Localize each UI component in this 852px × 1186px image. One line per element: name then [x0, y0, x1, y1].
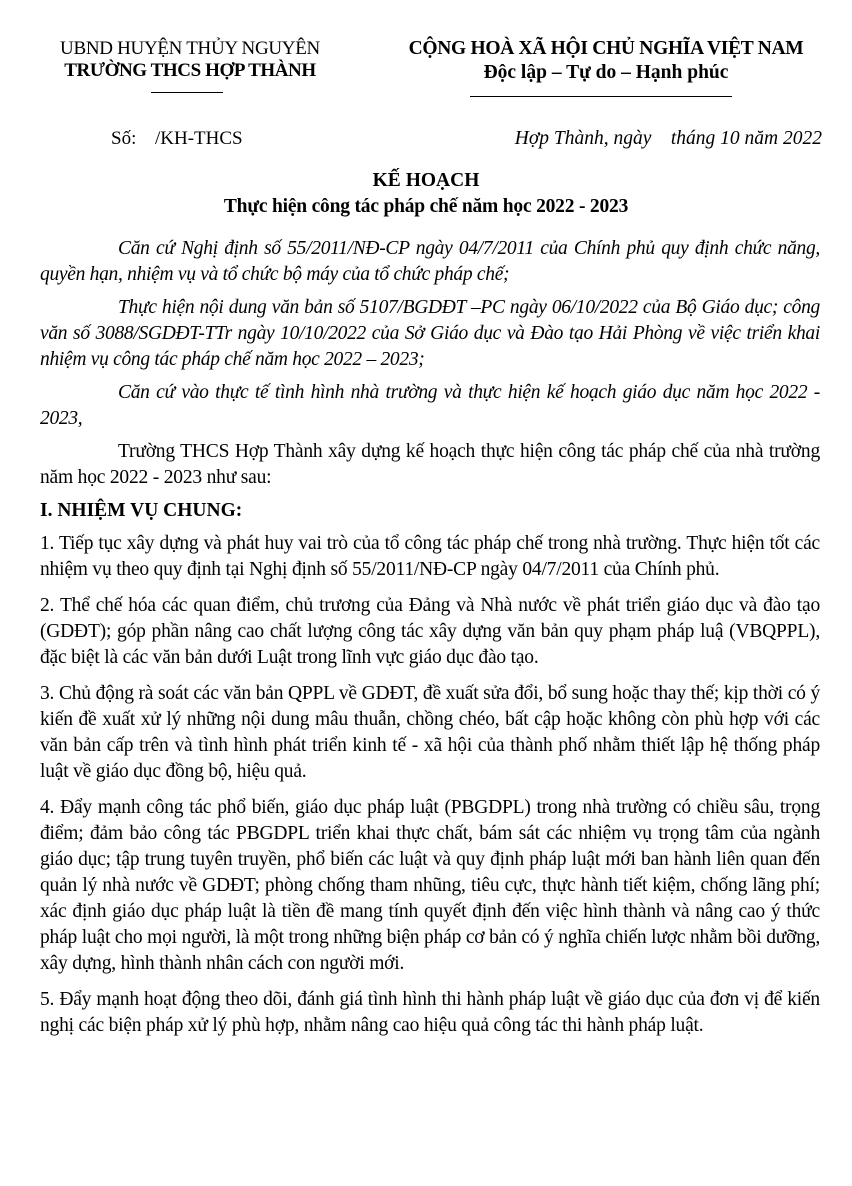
document-title: [0, 168, 852, 220]
agency-divider: [151, 92, 223, 93]
agency-name: TRƯỜNG THCS HỢP THÀNH: [64, 60, 316, 81]
task-item: 5. Đẩy mạnh hoạt động theo dõi, đánh giá tình hình thi hành pháp luật về giáo dục của đơn vị để kiến nghị các biện pháp xử lý phù hợp, nhằm nâng cao hiệu quả công tác thi hành pháp luật.: [40, 989, 820, 1036]
title-subtitle: Thực hiện công tác pháp chế năm học 2022 - 2023: [223, 196, 629, 217]
motto: Độc lập – Tự do – Hạnh phúc: [483, 62, 729, 83]
task-item: 2. Thể chế hóa các quan điểm, chủ trương của Đảng và Nhà nước về phát triển giáo dục và đào tạo (GDĐT); góp phần nâng cao chất lượng công tác xây dựng văn bản quy phạm pháp luậ (VBQPPL), đặc biệt là các văn bản dưới Luật trong lĩnh vực giáo dục đào tạo.: [40, 595, 820, 668]
intro-paragraph: Trường THCS Hợp Thành xây dựng kế hoạch thực hiện công tác pháp chế của nhà trường năm học 2022 - 2023 như sau:: [40, 441, 820, 488]
issuing-agency: [40, 38, 340, 82]
section-heading: I. NHIỆM VỤ CHUNG:: [40, 500, 243, 521]
document-body: [40, 236, 820, 1049]
preamble-paragraph: Căn cứ Nghị định số 55/2011/NĐ-CP ngày 04/7/2011 của Chính phủ quy định chức năng, quyền hạn, nhiệm vụ và tổ chức bộ máy của tổ chức pháp chế;: [40, 238, 820, 285]
agency-parent: UBND HUYỆN THỦY NGUYÊN: [60, 38, 320, 59]
document-number-label: Số:: [111, 128, 137, 149]
preamble-paragraph: Thực hiện nội dung văn bản số 5107/BGDĐT –PC ngày 06/10/2022 của Bộ Giáo dục; công văn số 3088/SGDĐT-TTr ngày 10/10/2022 của Sở Giáo dục và Đào tạo Hải Phòng về việc triển khai nhiệm vụ công tác pháp chế năm học 2022 – 2023;: [40, 297, 820, 370]
place-date: Hợp Thành, ngày tháng 10 năm 2022: [514, 128, 822, 149]
document-number-suffix: /KH-THCS: [155, 128, 243, 149]
motto-divider: [470, 96, 732, 97]
country-name: CỘNG HOÀ XÃ HỘI CHỦ NGHĨA VIỆT NAM: [408, 38, 804, 59]
preamble-paragraph: Căn cứ vào thực tế tình hình nhà trường và thực hiện kế hoạch giáo dục năm học 2022 - 2023,: [40, 382, 820, 429]
task-item: 3. Chủ động rà soát các văn bản QPPL về GDĐT, đề xuất sửa đổi, bổ sung hoặc thay thế; kịp thời có ý kiến đề xuất xử lý những nội dung mâu thuẫn, chồng chéo, bất cập hoặc không còn phù hợp với các văn bản cấp trên và tình hình phát triển kinh tế - xã hội của thành phố nhằm thiết lập hệ thống pháp luật về giáo dục đồng bộ, hiệu quả.: [40, 683, 820, 782]
task-item: 4. Đẩy mạnh công tác phổ biến, giáo dục pháp luật (PBGDPL) trong nhà trường có chiều sâu, trọng điểm; đảm bảo công tác PBGDPL triển khai thực chất, bám sát các nhiệm vụ trọng tâm của ngành giáo dục; tập trung tuyên truyền, phổ biến các luật và quy định pháp luật mới ban hành liên quan đến quản lý nhà nước về GDĐT; phòng chống tham nhũng, tiêu cực, thực hành tiết kiệm, chống lãng phí; xác định giáo dục pháp luật là tiền đề mang tính quyết định đến việc hình thành và nâng cao ý thức pháp luật cho mọi người, là một trong những biện pháp cơ bản có ý nghĩa chiến lược nhằm bồi dưỡng, xây dựng, hình thành nhân cách con người mới.: [40, 797, 820, 974]
title-main: KẾ HOẠCH: [372, 170, 480, 191]
task-item: 1. Tiếp tục xây dựng và phát huy vai trò của tổ công tác pháp chế trong nhà trường. Thực hiện tốt các nhiệm vụ theo quy định tại Nghị định số 55/2011/NĐ-CP ngày 04/7/2011 của Chính phủ.: [40, 533, 820, 580]
national-motto: [360, 38, 852, 86]
document-number: [111, 128, 243, 150]
